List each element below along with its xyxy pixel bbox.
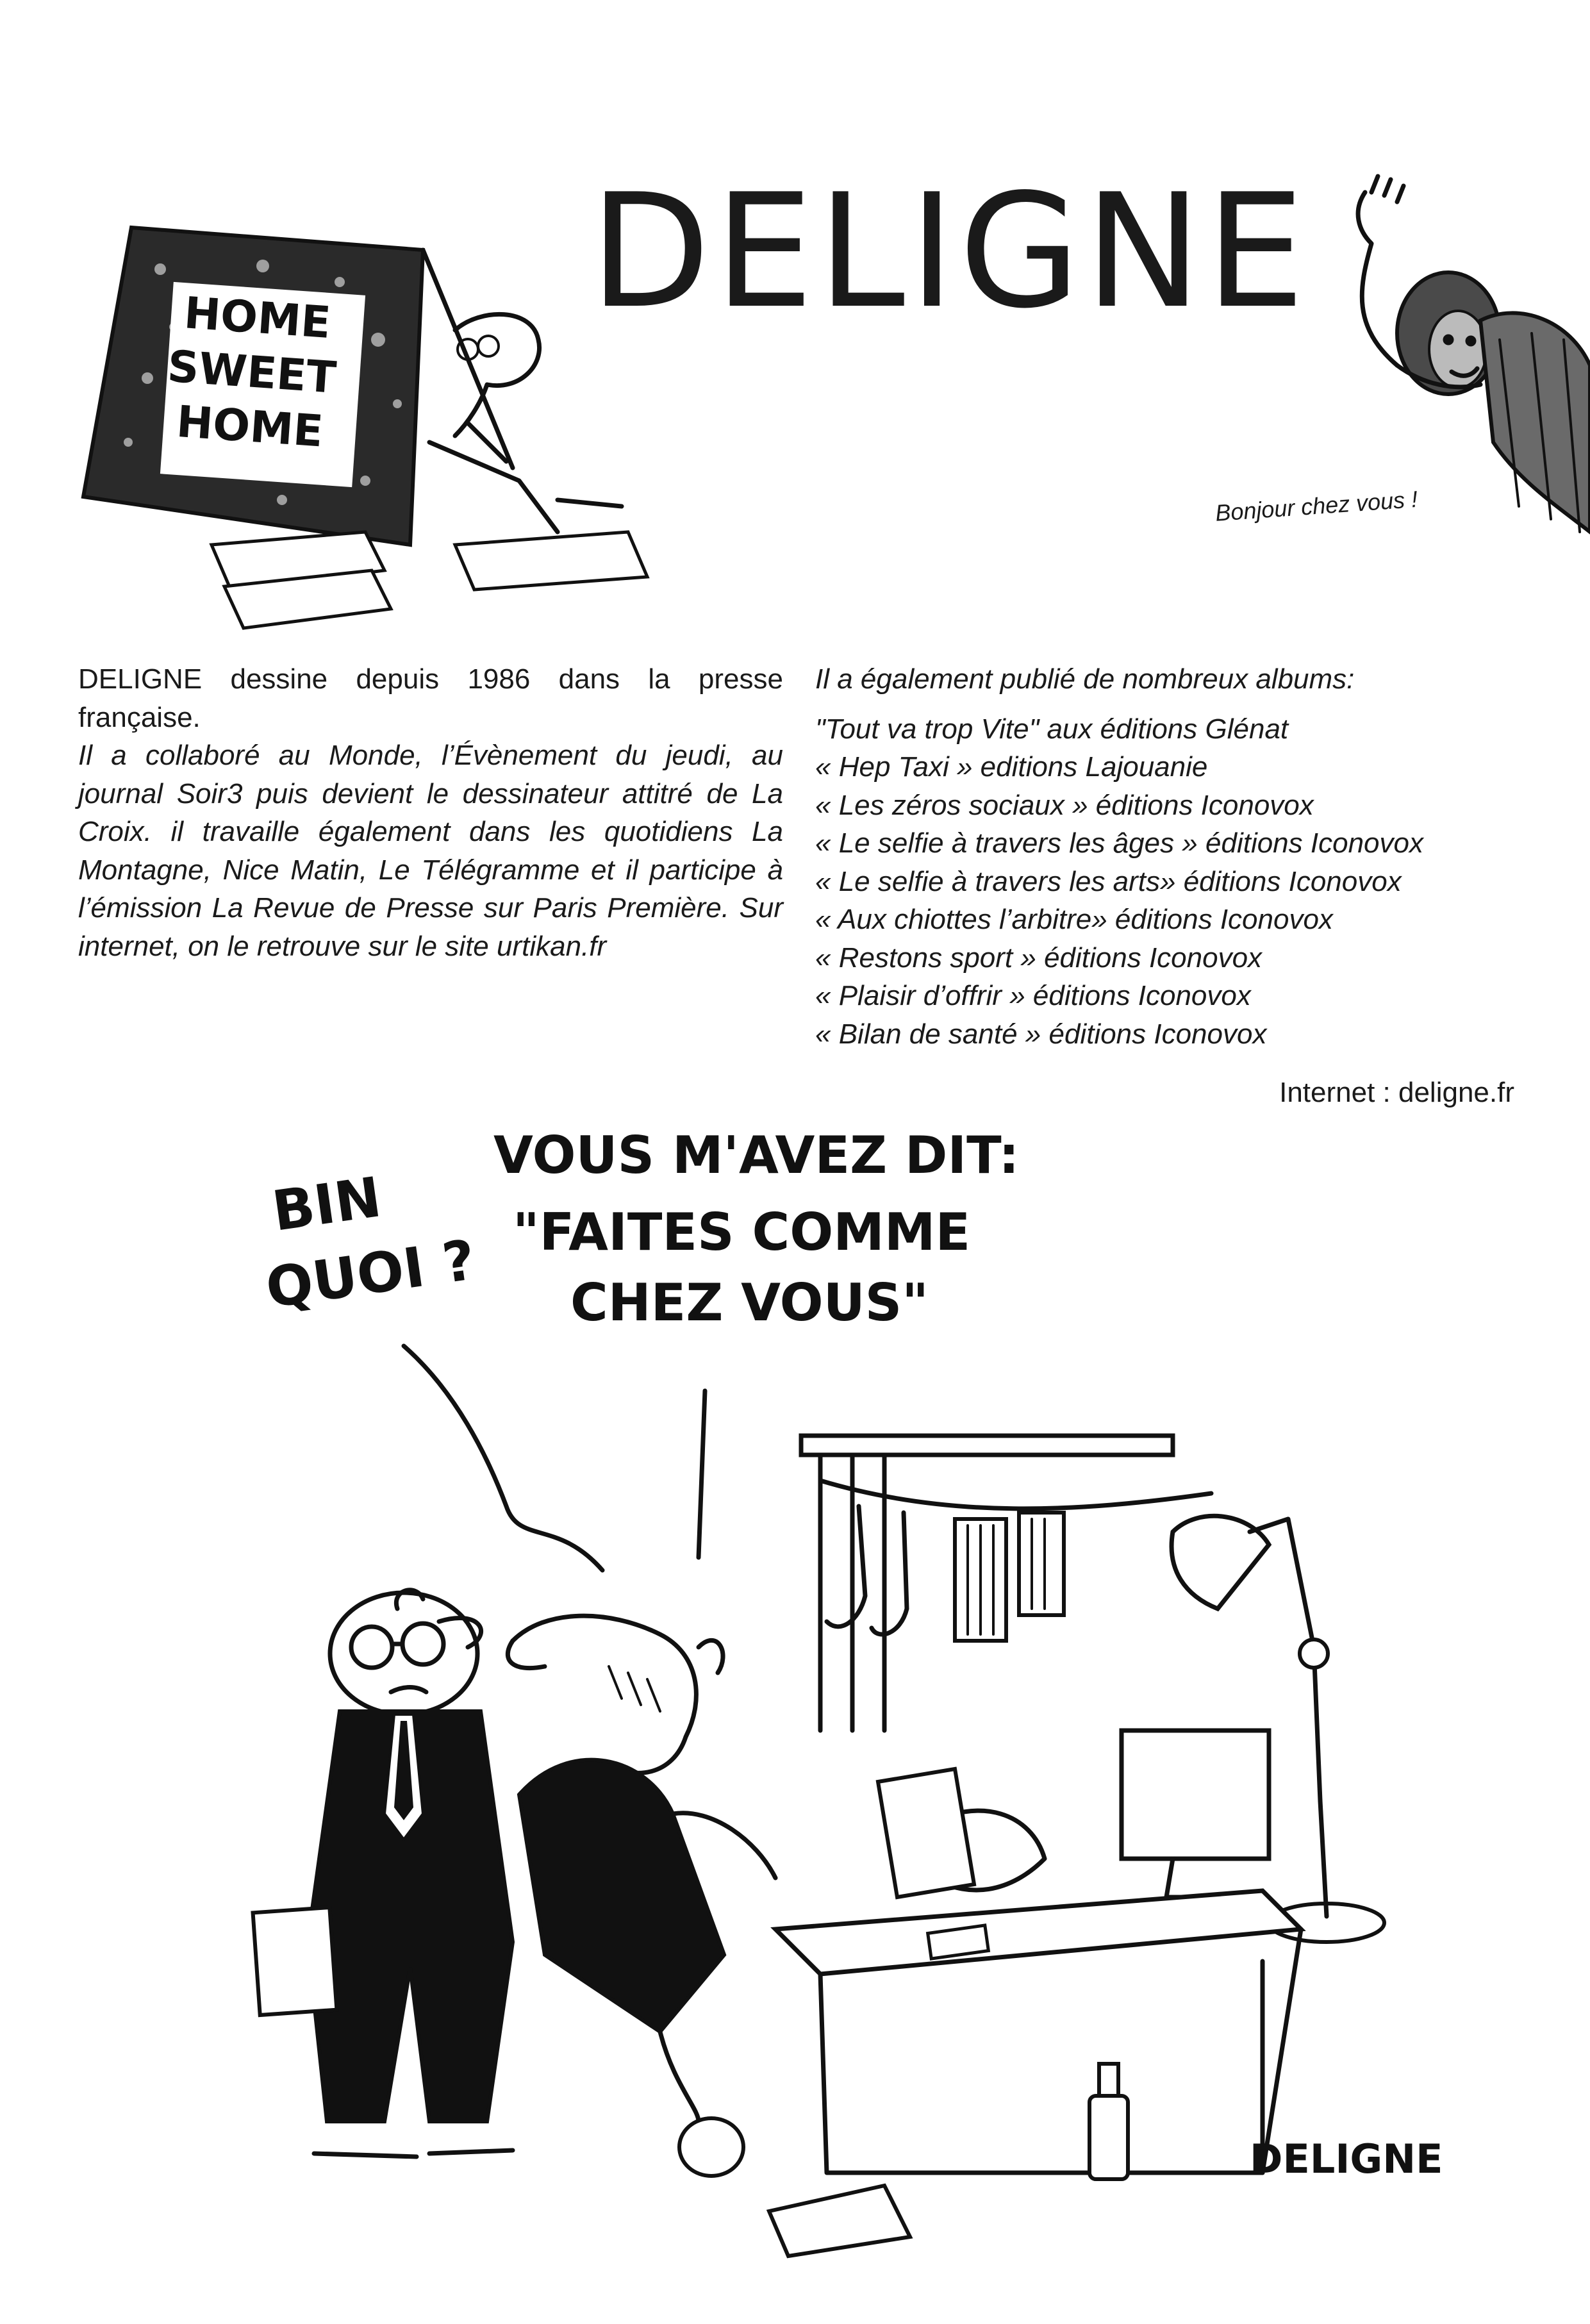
signature: DELIGNE: [1250, 2136, 1443, 2182]
bonjour-caption: Bonjour chez vous !: [1214, 485, 1419, 526]
bubble-left-line-2: QUOI ?: [262, 1228, 479, 1321]
album-item: « Le selfie à travers les âges » éditions Iconovox: [815, 827, 1423, 859]
bubble-left-line-1: BIN: [269, 1165, 385, 1244]
album-item: « Les zéros sociaux » éditions Iconovox: [815, 789, 1314, 821]
svg-text:SWEET: SWEET: [165, 341, 338, 404]
album-item: « Hep Taxi » editions Lajouanie: [815, 751, 1208, 783]
albums-list: [815, 710, 1552, 1054]
album-item: « Aux chiottes l’arbitre» éditions Iconovox: [815, 904, 1333, 935]
home-sweet-home-illustration: [70, 212, 686, 635]
office-cartoon: [211, 1122, 1461, 2275]
page-title: DELIGNE: [590, 160, 1309, 343]
svg-text:HOME: HOME: [182, 288, 333, 349]
bubble-right-line-1: VOUS M'AVEZ DIT:: [493, 1125, 1020, 1185]
albums-intro: Il a également publié de nombreux albums:: [815, 663, 1355, 695]
album-item: « Restons sport » éditions Iconovox: [815, 942, 1263, 974]
album-item: « Plaisir d’offrir » éditions Iconovox: [815, 980, 1251, 1011]
bio-line-1: DELIGNE dessine depuis 1986 dans la presse française.: [78, 663, 783, 733]
album-item: « Bilan de santé » éditions Iconovox: [815, 1018, 1267, 1050]
seated-man: [508, 1616, 775, 2121]
bio-text: [78, 660, 783, 965]
bubble-right-line-2: "FAITES COMME: [513, 1202, 971, 1262]
website-link[interactable]: Internet : deligne.fr: [1279, 1077, 1514, 1108]
man-in-suit: [253, 1590, 513, 2157]
bubble-right-line-3: CHEZ VOUS": [570, 1273, 929, 1332]
album-item: "Tout va trop Vite" aux éditions Glénat: [815, 713, 1289, 745]
album-item: « Le selfie à travers les arts» éditions Iconovox: [815, 865, 1402, 897]
albums-section: [815, 660, 1552, 1053]
bio-line-2: Il a collaboré au Monde, l’Évènement du jeudi, au journal Soir3 puis devient le dessinateur attitré de La Croix. il travaille également dans les quotidiens La Montagne, Nice Matin, Le Télégramme et il participe à l’émission La Revue de Presse sur Paris Première. Sur internet, on le retrouve sur le site urtikan.fr: [78, 740, 783, 962]
svg-text:HOME: HOME: [174, 396, 325, 458]
desk: [775, 1811, 1301, 2173]
